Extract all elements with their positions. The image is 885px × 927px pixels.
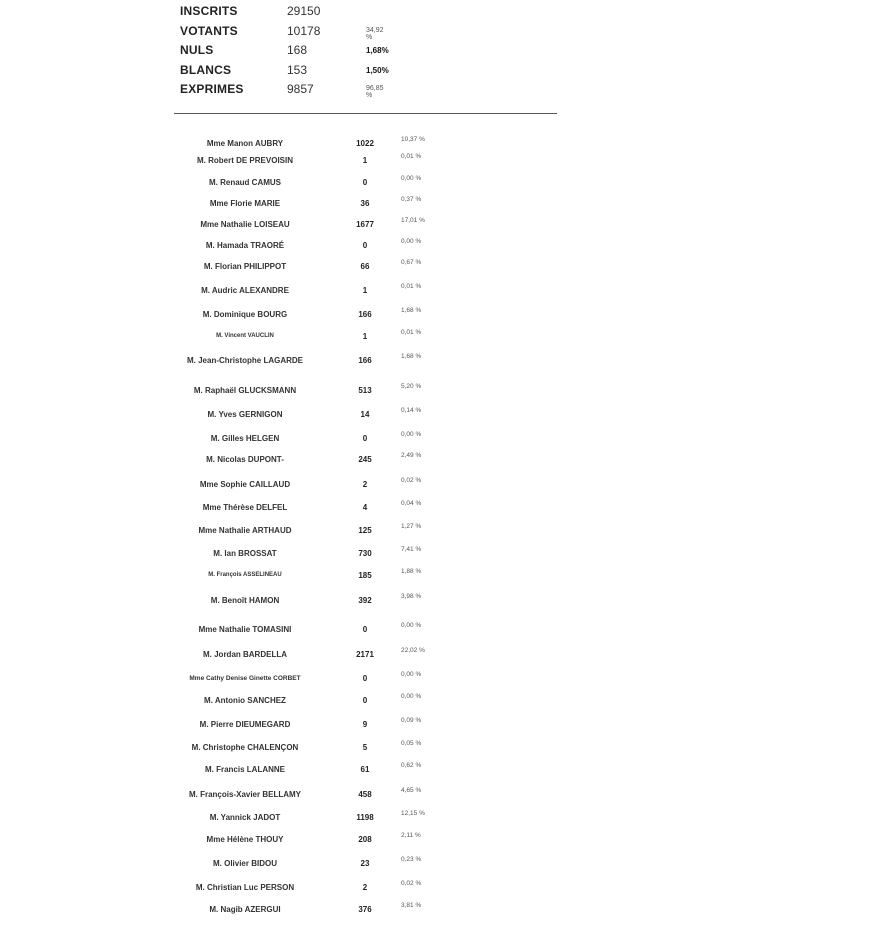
candidate-row bbox=[0, 452, 885, 469]
candidate-row bbox=[0, 546, 885, 563]
candidate-votes: 513 bbox=[358, 386, 372, 395]
candidate-row bbox=[0, 787, 885, 804]
summary-value: 10178 bbox=[287, 23, 321, 38]
candidate-percent: 0,62 % bbox=[401, 762, 422, 769]
candidate-row bbox=[0, 593, 885, 610]
candidate-name: Mme Manon AUBRY bbox=[206, 139, 284, 148]
candidate-row bbox=[0, 762, 885, 779]
candidate-percent: 0,05 % bbox=[401, 740, 422, 747]
candidate-percent: 2,11 % bbox=[401, 832, 421, 839]
candidate-votes: 5 bbox=[362, 743, 368, 752]
candidate-votes: 66 bbox=[360, 262, 370, 271]
candidate-row bbox=[0, 693, 885, 710]
candidate-votes: 2171 bbox=[356, 650, 374, 659]
candidate-votes: 166 bbox=[358, 356, 372, 365]
candidate-percent: 0,01 % bbox=[401, 153, 422, 160]
candidate-percent: 1,27 % bbox=[401, 523, 422, 530]
candidate-votes: 1 bbox=[362, 286, 368, 295]
candidate-percent: 0,67 % bbox=[401, 259, 422, 266]
candidate-name: M. Nagib AZERGUI bbox=[209, 905, 281, 914]
candidate-row bbox=[0, 153, 885, 170]
candidate-percent: 3,98 % bbox=[401, 593, 422, 600]
candidate-votes: 14 bbox=[360, 410, 370, 419]
candidate-row bbox=[0, 431, 885, 448]
candidate-row bbox=[0, 902, 885, 919]
candidate-percent: 0,00 % bbox=[401, 671, 422, 678]
candidate-percent: 0,00 % bbox=[401, 693, 422, 700]
candidate-percent: 0,02 % bbox=[401, 477, 422, 484]
candidate-votes: 185 bbox=[358, 571, 372, 580]
candidate-row bbox=[0, 136, 885, 153]
candidate-votes: 9 bbox=[362, 720, 368, 729]
candidate-name: M. Ian BROSSAT bbox=[213, 549, 277, 558]
candidate-percent: 7,41 % bbox=[401, 546, 422, 553]
candidate-name: M. Dominique BOURG bbox=[202, 310, 288, 319]
candidate-row bbox=[0, 500, 885, 517]
summary-label: NULS bbox=[180, 43, 214, 57]
candidate-votes: 458 bbox=[358, 790, 372, 799]
candidate-name: M. Jean-Christophe LAGARDE bbox=[186, 356, 303, 365]
candidate-percent: 10,37 % bbox=[401, 136, 425, 143]
candidate-votes: 0 bbox=[362, 434, 368, 443]
candidate-name: M. Florian PHILIPPOT bbox=[203, 262, 287, 271]
summary-label: BLANCS bbox=[180, 62, 232, 77]
candidate-name: M. Yannick JADOT bbox=[209, 813, 281, 822]
candidate-percent: 0,01 % bbox=[401, 329, 422, 336]
candidate-name: M. Renaud CAMUS bbox=[209, 178, 281, 187]
candidate-percent: 0,14 % bbox=[401, 407, 422, 414]
candidate-votes: 166 bbox=[358, 310, 372, 319]
candidate-percent: 1,68 % bbox=[401, 307, 422, 314]
candidate-votes: 23 bbox=[360, 859, 370, 868]
candidate-row bbox=[0, 217, 885, 234]
candidate-name: M. Benoît HAMON bbox=[210, 596, 280, 605]
candidate-votes: 0 bbox=[362, 241, 368, 250]
candidate-percent: 0,00 % bbox=[401, 175, 422, 182]
candidate-percent: 0,37 % bbox=[401, 196, 422, 203]
candidate-percent: 3,81 % bbox=[401, 902, 422, 909]
candidate-percent: 1,88 % bbox=[401, 568, 422, 575]
summary-percent: 1,68% bbox=[366, 46, 389, 55]
candidate-votes: 1 bbox=[362, 332, 368, 341]
candidate-name: M. Pierre DIEUMEGARD bbox=[199, 720, 291, 729]
candidate-votes: 0 bbox=[362, 625, 368, 634]
candidate-name: M. Jordan BARDELLA bbox=[203, 650, 287, 659]
candidate-name: M. Nicolas DUPONT- bbox=[206, 455, 284, 464]
candidate-percent: 5,20 % bbox=[401, 383, 422, 390]
summary-label: EXPRIMES bbox=[180, 82, 244, 96]
candidate-row bbox=[0, 523, 885, 540]
candidate-percent: 0,00 % bbox=[401, 431, 422, 438]
candidate-row bbox=[0, 832, 885, 849]
candidate-row bbox=[0, 671, 885, 688]
candidate-name: Mme Nathalie ARTHAUD bbox=[198, 526, 292, 535]
candidate-row bbox=[0, 717, 885, 734]
candidate-votes: 1022 bbox=[356, 139, 374, 148]
candidate-name: Mme Sophie CAILLAUD bbox=[199, 480, 291, 489]
candidate-name: M. Vincent VAUCLIN bbox=[216, 333, 274, 339]
candidate-row bbox=[0, 259, 885, 276]
candidate-votes: 125 bbox=[358, 526, 372, 535]
candidate-name: M. François ASSELINEAU bbox=[208, 572, 282, 578]
candidate-name: M. Hamada TRAORÉ bbox=[205, 241, 285, 250]
candidate-row bbox=[0, 622, 885, 639]
candidate-percent: 22,02 % bbox=[401, 647, 425, 654]
candidate-row bbox=[0, 880, 885, 897]
candidate-votes: 2 bbox=[362, 883, 368, 892]
candidate-row bbox=[0, 647, 885, 664]
candidate-name: M. Christophe CHALENÇON bbox=[191, 743, 299, 752]
candidate-votes: 0 bbox=[362, 178, 368, 187]
candidate-votes: 61 bbox=[360, 765, 370, 774]
candidate-name: M. François-Xavier BELLAMY bbox=[188, 790, 302, 799]
candidate-votes: 36 bbox=[360, 199, 370, 208]
summary-label: VOTANTS bbox=[180, 23, 238, 38]
candidate-votes: 730 bbox=[358, 549, 372, 558]
candidate-votes: 0 bbox=[362, 696, 368, 705]
candidate-name: M. Olivier BIDOU bbox=[212, 859, 277, 868]
candidate-row bbox=[0, 307, 885, 324]
candidate-name: M. Christian Luc PERSON bbox=[195, 883, 295, 892]
summary-label: INSCRITS bbox=[180, 4, 238, 18]
summary-percent: 34,92 % bbox=[366, 26, 384, 41]
candidate-percent: 17,01 % bbox=[401, 217, 425, 224]
candidate-percent: 0,09 % bbox=[401, 717, 422, 724]
candidate-row bbox=[0, 283, 885, 300]
candidate-row bbox=[0, 810, 885, 827]
candidate-row bbox=[0, 353, 885, 370]
candidate-percent: 4,65 % bbox=[401, 787, 422, 794]
candidate-row bbox=[0, 175, 885, 192]
candidate-row bbox=[0, 238, 885, 255]
candidate-name: M. Yves GERNIGON bbox=[207, 410, 283, 419]
candidate-percent: 0,02 % bbox=[401, 880, 422, 887]
candidate-votes: 0 bbox=[362, 674, 368, 683]
summary-value: 168 bbox=[287, 43, 308, 57]
candidate-votes: 208 bbox=[358, 835, 372, 844]
candidate-votes: 376 bbox=[358, 905, 372, 914]
candidate-percent: 0,01 % bbox=[401, 283, 422, 290]
candidate-votes: 2 bbox=[362, 480, 368, 489]
candidate-votes: 1198 bbox=[356, 813, 374, 822]
summary-percent: 96,85 % bbox=[366, 85, 384, 99]
candidate-name: Mme Cathy Denise Ginette CORBET bbox=[189, 675, 301, 682]
candidate-row bbox=[0, 740, 885, 757]
candidate-name: Mme Nathalie TOMASINI bbox=[198, 625, 292, 634]
candidate-percent: 0,00 % bbox=[401, 238, 422, 245]
candidate-votes: 1 bbox=[362, 156, 368, 165]
candidate-row bbox=[0, 383, 885, 400]
candidate-name: Mme Hélène THOUY bbox=[206, 835, 284, 844]
candidate-votes: 245 bbox=[358, 455, 372, 464]
summary-value: 9857 bbox=[287, 82, 314, 96]
candidate-row bbox=[0, 856, 885, 873]
candidate-percent: 2,49 % bbox=[401, 452, 422, 459]
candidate-row bbox=[0, 196, 885, 213]
candidate-percent: 0,00 % bbox=[401, 622, 422, 629]
candidate-percent: 0,23 % bbox=[401, 856, 422, 863]
candidate-row bbox=[0, 568, 885, 585]
summary-percent: 1,50% bbox=[366, 65, 389, 75]
candidate-row bbox=[0, 407, 885, 424]
candidate-name: M. Gilles HELGEN bbox=[210, 434, 280, 443]
candidate-row bbox=[0, 329, 885, 346]
candidate-votes: 4 bbox=[362, 503, 368, 512]
candidate-votes: 392 bbox=[358, 596, 372, 605]
candidate-name: Mme Thérèse DELFEL bbox=[202, 503, 288, 512]
candidate-votes: 1677 bbox=[356, 220, 374, 229]
candidate-row bbox=[0, 477, 885, 494]
candidate-name: M. Antonio SANCHEZ bbox=[204, 696, 286, 705]
candidate-name: Mme Nathalie LOISEAU bbox=[200, 220, 290, 229]
candidate-percent: 1,68 % bbox=[401, 353, 422, 360]
candidate-name: M. Francis LALANNE bbox=[204, 765, 285, 774]
candidate-percent: 0,04 % bbox=[401, 500, 422, 507]
candidate-name: M. Audric ALEXANDRE bbox=[201, 286, 289, 295]
candidate-percent: 12,15 % bbox=[401, 810, 425, 817]
candidate-name: Mme Florie MARIE bbox=[209, 199, 281, 208]
candidate-name: M. Robert DE PREVOISIN bbox=[196, 156, 293, 165]
summary-value: 29150 bbox=[287, 4, 321, 18]
candidate-name: M. Raphaël GLUCKSMANN bbox=[193, 386, 297, 395]
summary-value: 153 bbox=[287, 62, 308, 77]
